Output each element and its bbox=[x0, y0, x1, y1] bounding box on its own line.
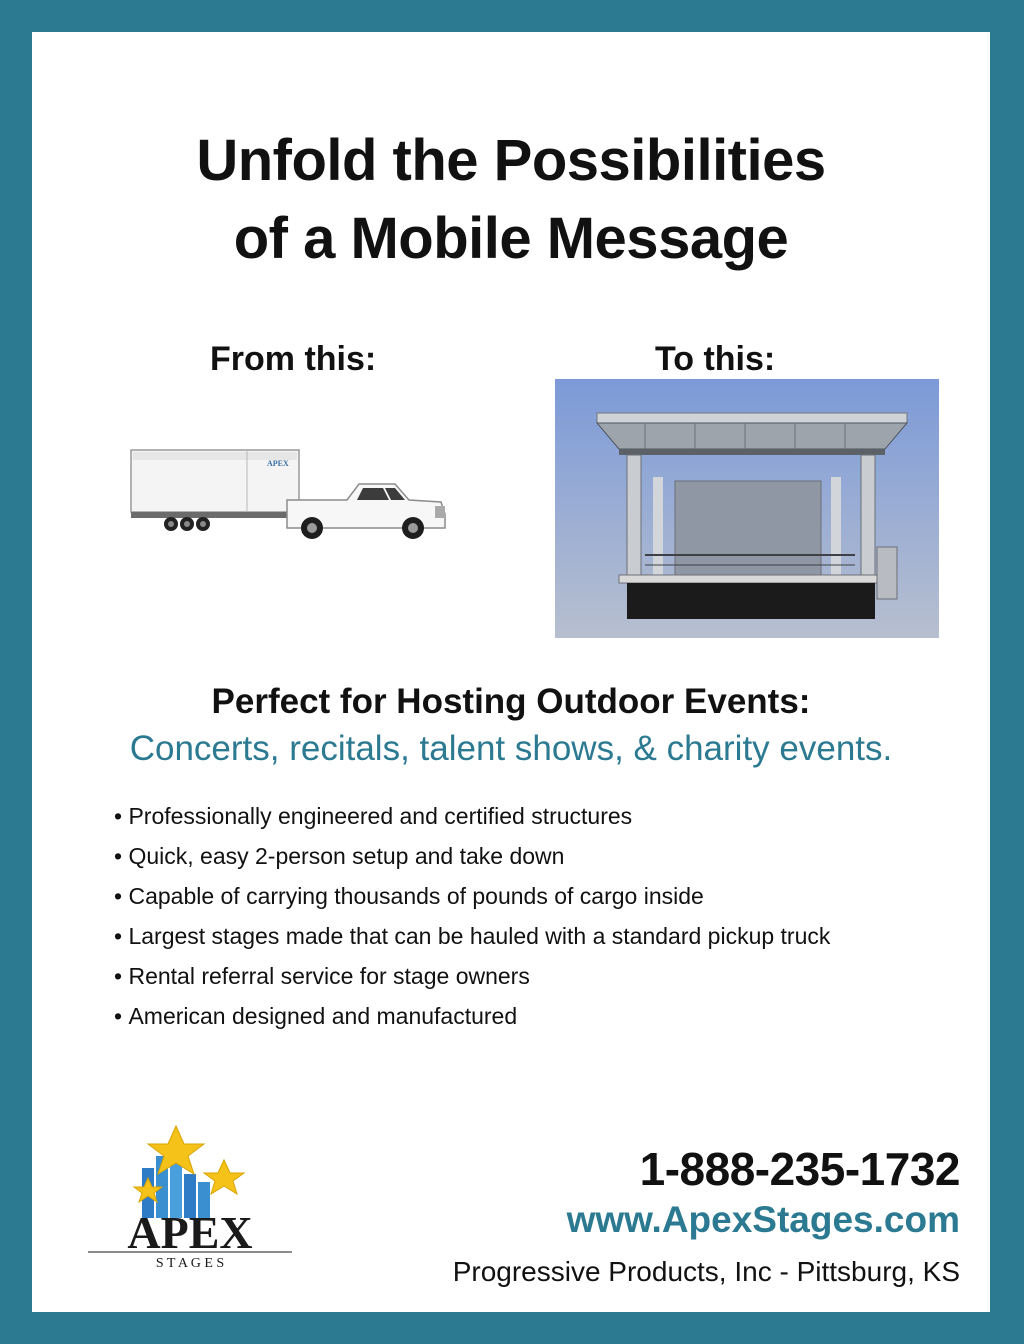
feature-item: • American designed and manufactured bbox=[114, 1000, 830, 1040]
trailer-truck-illustration bbox=[127, 432, 487, 582]
headline-line-1: Unfold the Possibilities bbox=[196, 128, 826, 193]
perfect-heading: Perfect for Hosting Outdoor Events: bbox=[211, 682, 811, 721]
phone-number: 1-888-235-1732 bbox=[639, 1143, 960, 1195]
logo-graphic bbox=[80, 1122, 300, 1272]
feature-item: • Quick, easy 2-person setup and take down bbox=[114, 840, 830, 880]
to-label: To this: bbox=[655, 340, 776, 378]
feature-item: • Capable of carrying thousands of pounds of cargo inside bbox=[114, 880, 830, 920]
website-link[interactable]: www.ApexStages.com bbox=[566, 1199, 960, 1240]
logo-name: APEX bbox=[127, 1207, 253, 1258]
mobile-stage-image bbox=[555, 379, 939, 638]
feature-list bbox=[114, 800, 830, 1040]
feature-item: • Rental referral service for stage owners bbox=[114, 960, 830, 1000]
company-info: Progressive Products, Inc - Pittsburg, KS bbox=[452, 1256, 960, 1287]
mobile-stage-illustration bbox=[555, 379, 939, 638]
feature-item: • Largest stages made that can be hauled with a standard pickup truck bbox=[114, 920, 830, 960]
from-label: From this: bbox=[210, 340, 377, 378]
trailer-logo-text: APEX bbox=[267, 459, 289, 468]
trailer-truck-image bbox=[127, 432, 487, 582]
headline bbox=[32, 122, 990, 278]
headline-line-2: of a Mobile Message bbox=[233, 206, 789, 271]
apex-stages-logo bbox=[80, 1122, 300, 1272]
event-types: Concerts, recitals, talent shows, & charity events. bbox=[129, 729, 893, 768]
flyer-page bbox=[32, 32, 990, 1312]
feature-item: • Professionally engineered and certified structures bbox=[114, 800, 830, 840]
logo-sub: S T A G E S bbox=[155, 1256, 225, 1271]
